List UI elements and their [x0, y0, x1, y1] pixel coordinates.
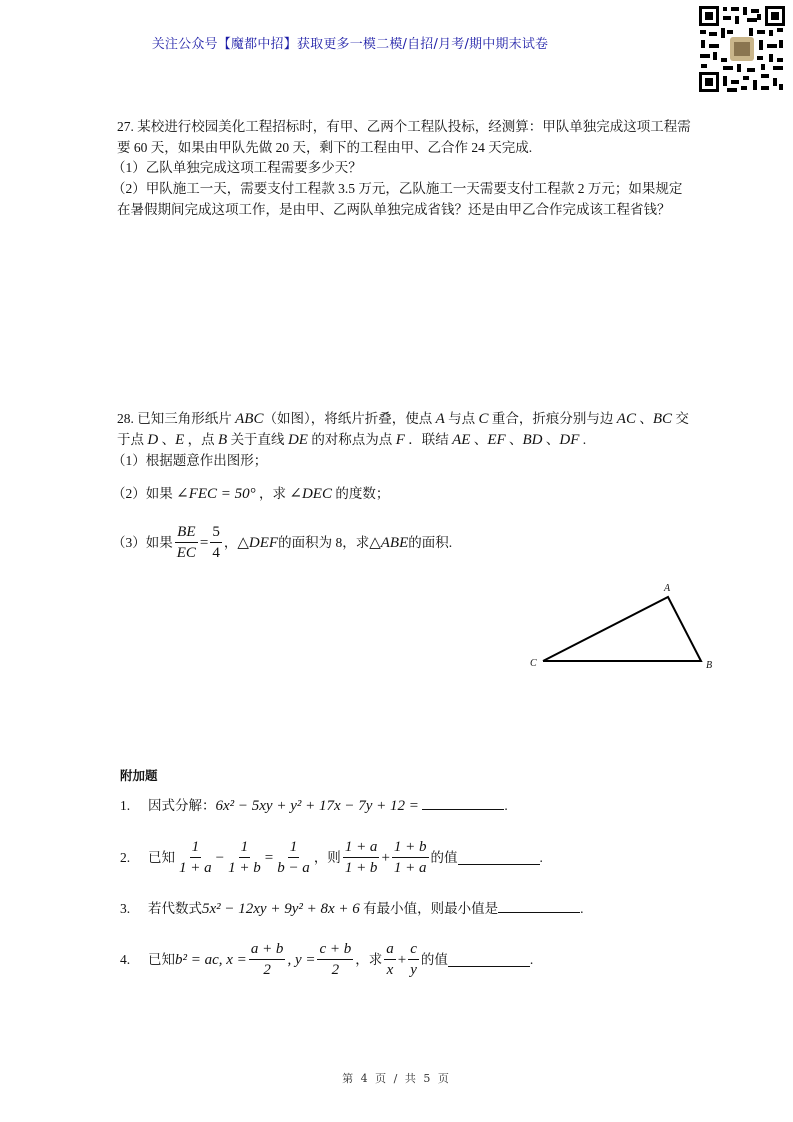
question-number: 4. [120, 951, 131, 967]
math-bd: BD [522, 432, 543, 448]
text: ，求 [355, 951, 383, 967]
text: 已知 [148, 849, 175, 865]
math-ac: AC [616, 411, 636, 427]
denominator: 1 + a [393, 860, 427, 876]
q28-line-2 [117, 431, 586, 449]
fraction-be-ec [175, 523, 198, 562]
text: 因式分解： [148, 798, 216, 813]
denominator: x [386, 962, 394, 978]
text: （2）如果 [112, 486, 177, 501]
fraction [408, 940, 419, 979]
text: （如图），将纸片折叠，使点 [263, 411, 436, 426]
denominator: y [410, 962, 417, 978]
vertex-label-a: A [664, 583, 671, 594]
text: 于点 [117, 432, 148, 447]
text: 交 [672, 411, 689, 426]
qr-code-icon [697, 4, 787, 94]
text: 重合，折痕分别与边 [488, 411, 617, 426]
fraction [249, 940, 286, 979]
text: 的面积为 8，求 [278, 534, 370, 550]
text: . [539, 849, 543, 865]
denominator: 1 + b [228, 860, 261, 876]
text: 、 [635, 411, 653, 426]
vertex-label-b: B [706, 660, 713, 671]
answer-blank[interactable] [498, 898, 580, 913]
text: 关于直线 [227, 432, 288, 447]
page-number: 第 4 页 / 共 5 页 [342, 1072, 451, 1085]
numerator: c [408, 940, 419, 960]
operator: = [264, 849, 274, 866]
text: 的值 [420, 951, 448, 967]
numerator: 1 + a [343, 838, 380, 858]
math-triangle-abe: △ABE [369, 534, 409, 551]
fraction [317, 940, 353, 979]
question-number: 3. [120, 901, 131, 916]
q28-part-2 [112, 485, 389, 503]
operator: + [381, 849, 390, 866]
math-expression: 6x² − 5xy + y² + 17x − 7y + 12 = [215, 798, 419, 814]
text: ， [223, 534, 238, 550]
math-f: F [395, 432, 405, 448]
answer-blank[interactable] [448, 952, 530, 967]
denominator: 1 + b [344, 860, 378, 876]
q27-part-2: （2）甲队施工一天，需要支付工程款 3.5 万元，乙队施工一天需要支付工程款 2 万元；如果规定 [112, 181, 683, 196]
denominator: 2 [263, 962, 271, 978]
numerator: 5 [210, 523, 222, 543]
text: ，则 [313, 849, 341, 865]
fraction [275, 838, 312, 877]
text: ，点 [184, 432, 219, 447]
math-angle-fec: ∠FEC = 50° [176, 486, 256, 502]
math-expression: b² = ac, x = [175, 951, 247, 968]
math-ef: EF [487, 432, 506, 448]
answer-blank[interactable] [422, 795, 504, 810]
math-a: A [435, 411, 445, 427]
math-c: C [478, 411, 489, 427]
numerator: 1 + b [392, 838, 429, 858]
math-de: DE [287, 432, 308, 448]
text: ，求 [255, 486, 290, 501]
q28-part-1: （1）根据题意作出图形； [112, 453, 268, 468]
fraction [226, 838, 263, 877]
text: 若代数式 [148, 901, 202, 916]
math-expression: 5x² − 12xy + 9y² + 8x + 6 [202, 901, 360, 917]
text: 的面积. [408, 534, 453, 550]
question-number: 2. [120, 849, 131, 865]
q28-part-3 [112, 523, 452, 562]
math-b: B [218, 432, 228, 448]
equals: = [199, 534, 209, 551]
promo-banner: 关注公众号【魔都中招】获取更多一模二模/自招/月考/期中期末试卷 [151, 37, 549, 52]
numerator: BE [175, 523, 197, 543]
math-df: DF [559, 432, 580, 448]
q27-line-5: 在暑假期间完成这项工作，是由甲、乙两队单独完成省钱？还是由甲乙合作完成该工程省钱？ [117, 202, 671, 217]
fraction [392, 838, 429, 877]
text: . [580, 901, 584, 916]
numerator: c + b [317, 940, 353, 960]
text: 有最小值，则最小值是 [363, 901, 499, 916]
text: . [579, 432, 587, 447]
fraction [343, 838, 380, 877]
text: 、 [470, 432, 488, 447]
text: 、 [505, 432, 523, 447]
q27-part-1: （1）乙队单独完成这项工程需要多少天？ [112, 160, 362, 175]
text: （3）如果 [112, 534, 173, 550]
fraction [384, 940, 396, 979]
triangle-abc-figure [520, 580, 720, 680]
text: . [529, 951, 534, 967]
math-triangle-def: △DEF [237, 534, 279, 551]
question-number: 1. [120, 798, 131, 813]
denominator: b − a [277, 860, 310, 876]
fraction [177, 838, 214, 877]
vertex-label-c: C [530, 658, 537, 669]
bonus-q1 [120, 795, 508, 815]
numerator: 1 [190, 838, 202, 858]
denominator: 4 [212, 545, 220, 561]
text: 28. 已知三角形纸片 [117, 411, 236, 426]
bonus-q4 [120, 940, 533, 979]
math-e: E [175, 432, 185, 448]
answer-blank[interactable] [458, 850, 540, 865]
text: 与点 [444, 411, 479, 426]
text: 、 [158, 432, 176, 447]
denominator: 2 [331, 962, 340, 978]
bonus-q2 [120, 838, 543, 877]
denominator: 1 + a [179, 860, 212, 876]
operator: + [397, 951, 407, 968]
operator: − [215, 849, 225, 866]
text: 、 [542, 432, 560, 447]
numerator: 1 [239, 838, 251, 858]
fraction-5-4 [210, 523, 222, 562]
text: 的对称点为点 [307, 432, 396, 447]
math-d: D [147, 432, 159, 448]
q27-line-1: 27. 某校进行校园美化工程招标时，有甲、乙两个工程队投标，经测算：甲队单独完成这项工程需 [117, 119, 691, 134]
bonus-title: 附加题 [120, 768, 158, 783]
text: 的值 [430, 849, 458, 865]
text: . [504, 798, 508, 813]
text: 已知 [148, 951, 175, 967]
q27-line-2: 要 60 天，如果由甲队先做 20 天，剩下的工程由甲、乙合作 24 天完成. [117, 140, 533, 155]
bonus-q3 [120, 898, 584, 918]
math-ae: AE [452, 432, 471, 448]
text: ．联结 [404, 432, 453, 447]
numerator: 1 [288, 838, 300, 858]
denominator: EC [176, 545, 196, 561]
math-angle-dec: ∠DEC [289, 486, 332, 502]
text: 的度数； [331, 486, 390, 501]
math-bc: BC [652, 411, 672, 427]
numerator: a + b [249, 940, 286, 960]
q28-line-1 [117, 410, 689, 428]
math-abc: ABC [235, 411, 264, 427]
math-expression: , y = [287, 951, 316, 968]
numerator: a [384, 940, 396, 960]
